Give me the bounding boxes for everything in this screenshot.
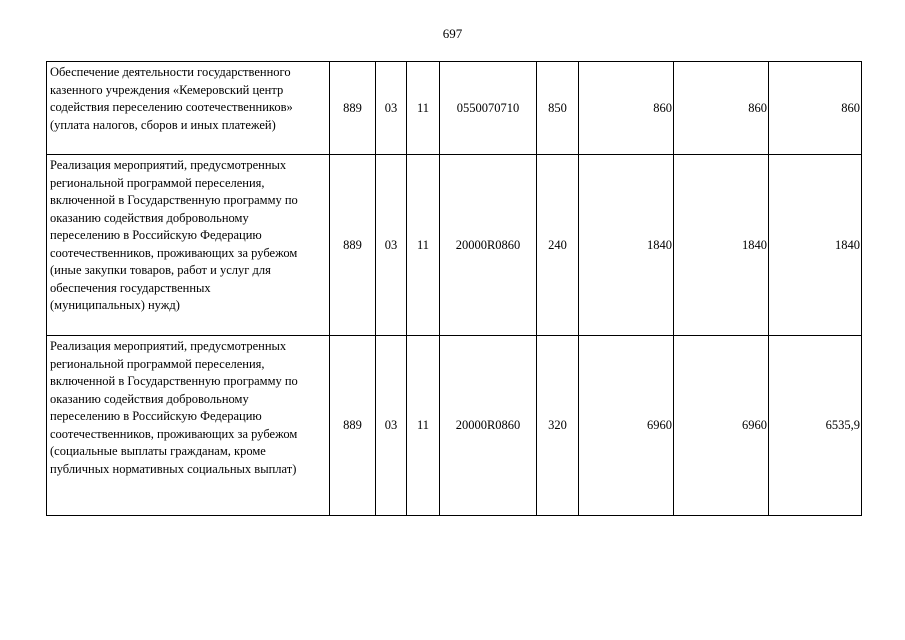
amount-3: 1840 xyxy=(769,155,862,336)
expense-type-code: 320 xyxy=(537,336,579,516)
row-description: Реализация мероприятий, предусмотренных региональной программой переселения, включенной в Государственную программу по оказанию содействия добровольному переселению в Российскую Федерацию соотечественников, проживающих за рубежом (социальные выплаты гражданам, кроме публичных нормативных социальных выплат) xyxy=(47,336,330,516)
target-article-code: 20000R0860 xyxy=(440,336,537,516)
target-article-code: 20000R0860 xyxy=(440,155,537,336)
section-code: 03 xyxy=(376,155,407,336)
amount-2: 860 xyxy=(674,62,769,155)
budget-table xyxy=(46,61,862,516)
section-code: 03 xyxy=(376,336,407,516)
ministry-code: 889 xyxy=(330,62,376,155)
target-article-code: 0550070710 xyxy=(440,62,537,155)
table-row xyxy=(47,155,862,336)
amount-1: 860 xyxy=(579,62,674,155)
expense-type-code: 240 xyxy=(537,155,579,336)
amount-3: 860 xyxy=(769,62,862,155)
subsection-code: 11 xyxy=(407,336,440,516)
amount-1: 1840 xyxy=(579,155,674,336)
table-row xyxy=(47,62,862,155)
page-number: 697 xyxy=(442,26,463,41)
ministry-code: 889 xyxy=(330,155,376,336)
row-description: Реализация мероприятий, предусмотренных региональной программой переселения, включенной в Государственную программу по оказанию содействия добровольному переселению в Российскую Федерацию соотечественников, проживающих за рубежом (иные закупки товаров, работ и услуг для обеспечения государственных (муниципальных) нужд) xyxy=(47,155,330,336)
amount-2: 6960 xyxy=(674,336,769,516)
amount-3: 6535,9 xyxy=(769,336,862,516)
subsection-code: 11 xyxy=(407,62,440,155)
subsection-code: 11 xyxy=(407,155,440,336)
expense-type-code: 850 xyxy=(537,62,579,155)
section-code: 03 xyxy=(376,62,407,155)
ministry-code: 889 xyxy=(330,336,376,516)
row-description: Обеспечение деятельности государственного казенного учреждения «Кемеровский центр содействия переселению соотечественников» (уплата налогов, сборов и иных платежей) xyxy=(47,62,330,155)
table-row xyxy=(47,336,862,516)
amount-1: 6960 xyxy=(579,336,674,516)
amount-2: 1840 xyxy=(674,155,769,336)
